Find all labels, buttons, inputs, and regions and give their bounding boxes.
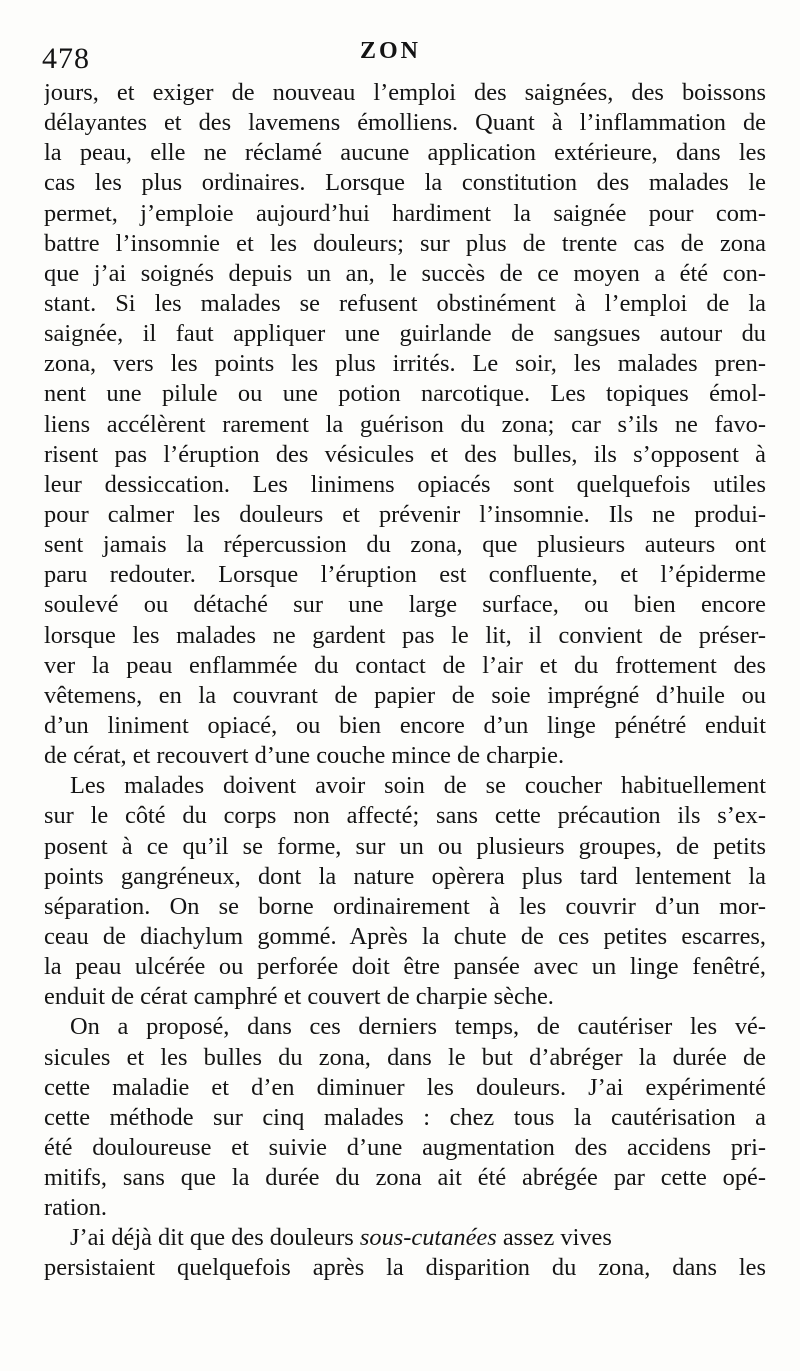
text-line: de cérat, et recouvert d’une couche mince de charpie.	[44, 742, 565, 770]
body-text	[44, 78, 766, 1284]
text-line: cette méthode sur cinq malades : chez tous la cautérisation a	[44, 1103, 766, 1131]
text-line	[44, 1223, 766, 1253]
text-line: saignée, il faut appliquer une guirlande de sangsues autour du	[44, 320, 766, 348]
paragraph	[44, 1012, 766, 1223]
text-line: mitifs, sans que la durée du zona ait été abrégée par cette opé-	[44, 1164, 766, 1192]
text-line: soulevé ou détaché sur une large surface, ou bien encore	[44, 591, 766, 619]
text-line: que j’ai soignés depuis un an, le succès de ce moyen a été con-	[44, 259, 766, 287]
text-line: lorsque les malades ne gardent pas le lit, il convient de préser-	[44, 621, 766, 649]
paragraph	[44, 1223, 766, 1283]
text-run: J’ai déjà dit que des douleurs	[70, 1224, 360, 1252]
text-line: sent jamais la répercussion du zona, que plusieurs auteurs ont	[44, 531, 766, 559]
text-line: cette maladie et d’en diminuer les douleurs. J’ai expérimenté	[44, 1073, 766, 1101]
text-line: On a proposé, dans ces derniers temps, de cautériser les vé-	[70, 1013, 766, 1041]
text-line: posent à ce qu’il se forme, sur un ou plusieurs groupes, de petits	[44, 832, 766, 860]
text-line: Les malades doivent avoir soin de se coucher habituellement	[70, 772, 766, 800]
text-line: permet, j’emploie aujourd’hui hardiment la saignée pour com-	[44, 199, 766, 227]
text-line: jours, et exiger de nouveau l’emploi des saignées, des boissons	[44, 79, 766, 106]
text-line: ration.	[44, 1194, 107, 1222]
text-line: points gangréneux, dont la nature opèrera plus tard lentement la	[44, 862, 766, 890]
text-line: leur dessiccation. Les linimens opiacés sont quelquefois utiles	[44, 470, 766, 498]
text-line: enduit de cérat camphré et couvert de charpie sèche.	[44, 983, 554, 1011]
text-line: paru redouter. Lorsque l’éruption est confluente, et l’épiderme	[44, 561, 766, 589]
text-line: vêtemens, en la couvrant de papier de soie imprégné d’huile ou	[44, 681, 766, 709]
text-line: battre l’insomnie et les douleurs; sur plus de trente cas de zona	[44, 229, 766, 257]
emphasized-term: sous-cutanées	[359, 1224, 497, 1252]
text-line: liens accélèrent rarement la guérison du zona; car s’ils ne favo-	[44, 410, 766, 438]
text-line: zona, vers les points les plus irrités. Le soir, les malades pren-	[44, 350, 766, 378]
text-line: délayantes et des lavemens émolliens. Quant à l’inflammation de	[44, 109, 766, 137]
text-line: d’un liniment opiacé, ou bien encore d’un linge pénétré enduit	[44, 711, 766, 739]
text-line: ceau de diachylum gommé. Après la chute de ces petites escarres,	[44, 922, 766, 950]
text-line: cas les plus ordinaires. Lorsque la constitution des malades le	[44, 169, 766, 197]
text-line: stant. Si les malades se refusent obstinément à l’emploi de la	[44, 289, 766, 317]
text-line: sur le côté du corps non affecté; sans cette précaution ils s’ex-	[44, 802, 766, 830]
text-line: nent une pilule ou une potion narcotique. Les topiques émol-	[44, 380, 766, 408]
text-line: pour calmer les douleurs et prévenir l’insomnie. Ils ne produi-	[44, 500, 766, 528]
text-line: la peau, elle ne réclamé aucune application extérieure, dans les	[44, 139, 766, 167]
text-line: risent pas l’éruption des vésicules et des bulles, ils s’opposent à	[44, 440, 766, 468]
page-number: 478	[42, 42, 90, 75]
text-line: séparation. On se borne ordinairement à les couvrir d’un mor-	[44, 892, 766, 920]
paragraph	[44, 771, 766, 1012]
text-line: sicules et les bulles du zona, dans le but d’abréger la durée de	[44, 1043, 766, 1071]
text-run: assez vives	[496, 1224, 612, 1252]
text-line: persistaient quelquefois après la disparition du zona, dans les	[44, 1254, 766, 1282]
running-head: ZON	[360, 38, 422, 64]
text-line: ver la peau enflammée du contact de l’air et du frottement des	[44, 651, 766, 679]
page-header	[40, 28, 770, 78]
paragraph	[44, 78, 766, 771]
text-line: la peau ulcérée ou perforée doit être pansée avec un linge fenêtré,	[44, 953, 766, 981]
text-line: été douloureuse et suivie d’une augmentation des accidens pri-	[44, 1133, 766, 1161]
